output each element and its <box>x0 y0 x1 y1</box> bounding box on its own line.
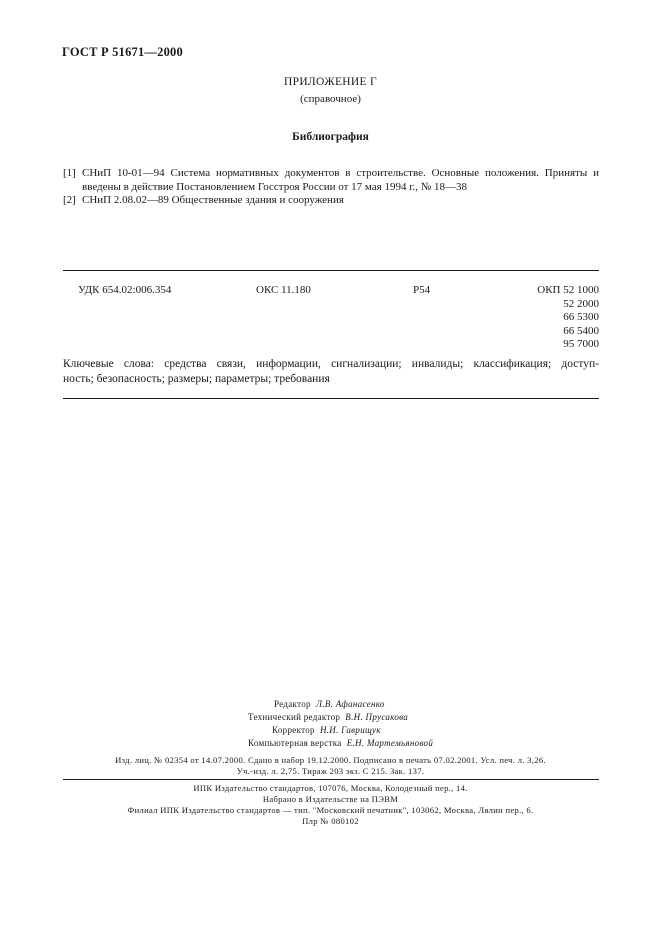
bibliography-item <box>63 167 599 194</box>
okp-code: 66 5400 <box>563 324 599 337</box>
top-rule <box>63 270 599 271</box>
bibliography-heading: Библиография <box>292 131 369 143</box>
bibliography-item-number: [1] <box>63 167 76 179</box>
okp-first-line <box>520 284 599 298</box>
imprint-rule <box>63 779 599 780</box>
keywords-line: ность; безопасность; размеры; параметры; требования <box>63 373 330 385</box>
imprint-line: Набрано в Издательстве на ПЭВМ <box>262 794 399 804</box>
keywords <box>63 357 599 387</box>
okp-codes <box>520 284 599 352</box>
keywords-line: Ключевые слова: средства связи, информации, сигнализации; инвалиды; классификация; доступ- <box>63 358 599 370</box>
imprint-line: Плр № 080102 <box>302 816 359 826</box>
credit-corrector <box>272 725 381 735</box>
appendix-title: ПРИЛОЖЕНИЕ Г <box>284 76 377 88</box>
okp-code: 52 1000 <box>563 284 599 296</box>
bottom-rule <box>63 398 599 399</box>
credit-name: Л.В. Афанасенко <box>315 699 385 709</box>
group-code: Р54 <box>413 284 431 296</box>
oks-code: ОКС 11.180 <box>256 284 311 296</box>
okp-code: 52 2000 <box>563 297 599 310</box>
credit-label: Технический редактор <box>248 712 341 722</box>
imprint-line: ИПК Издательство стандартов, 107076, Москва, Колодезный пер., 14. <box>193 783 468 793</box>
credit-editor <box>274 699 385 709</box>
credit-tech-editor <box>248 712 408 722</box>
credit-label: Компьютерная верстка <box>248 738 342 748</box>
udk-code: УДК 654.02:006.354 <box>78 284 172 296</box>
okp-code: 95 7000 <box>563 338 599 351</box>
bibliography-item-number: [2] <box>63 194 76 206</box>
credit-name: Е.Н. Мартемьяновой <box>346 738 434 748</box>
credit-label: Редактор <box>274 699 311 709</box>
appendix-subtitle: (справочное) <box>300 93 361 105</box>
imprint-line: Уч.-изд. л. 2,75. Тираж 203 экз. С 215. Зак. 137. <box>236 766 425 776</box>
okp-code: 66 5300 <box>563 311 599 324</box>
credit-name: Н.И. Гаврищук <box>319 725 381 735</box>
imprint-line: Филиал ИПК Издательство стандартов — тип. "Московский печатник", 103062, Москва, Лялин пер., 6. <box>127 805 534 815</box>
bibliography-item-text: СНиП 10-01—94 Система нормативных документов в строительстве. Основные положения. Приняты и введены в действие Постановлением Госстроя России от 17 мая 1994 г., № 18—38 <box>82 167 599 193</box>
credit-label: Корректор <box>272 725 315 735</box>
imprint-line: Изд. лиц. № 02354 от 14.07.2000. Сдано в набор 19.12.2000. Подписано в печать 07.02.2001. Усл. печ. л. 3,26. <box>115 755 546 765</box>
credit-name: В.Н. Прусакова <box>345 712 409 722</box>
bibliography-item <box>63 194 599 208</box>
credit-layout <box>248 738 433 748</box>
okp-label: ОКП <box>537 284 561 296</box>
bibliography-item-text: СНиП 2.08.02—89 Общественные здания и сооружения <box>82 194 344 206</box>
standard-code: ГОСТ Р 51671—2000 <box>62 45 183 59</box>
bibliography-list <box>63 167 599 208</box>
